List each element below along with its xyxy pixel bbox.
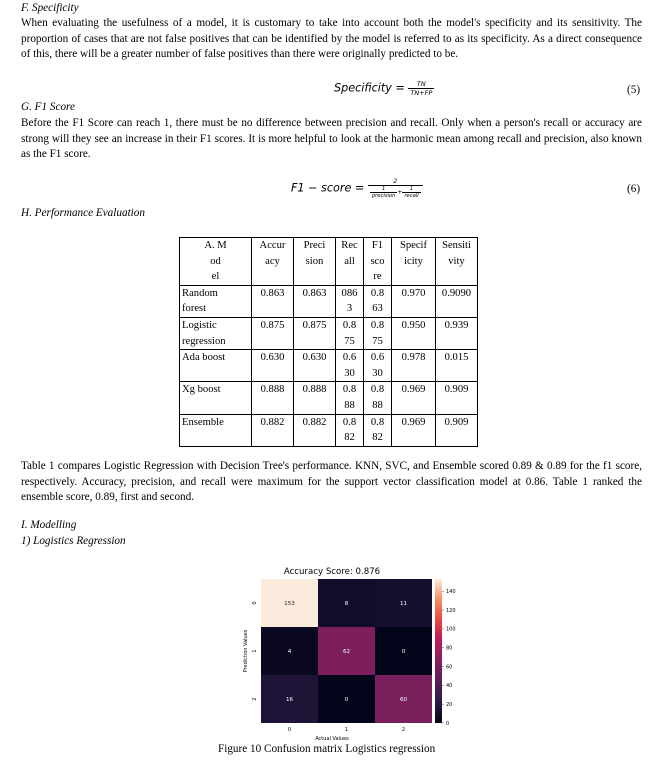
table-cell [392,414,436,446]
confusion-matrix-figure [236,563,468,743]
cell-text: 82 [372,432,383,444]
heatmap-cell-label: 0 [344,697,349,703]
table-cell [392,382,436,414]
cell-text: 0.630 [260,352,285,364]
y-tick-label: 2 [252,697,258,701]
section-g-heading: G. F1 Score [21,101,75,113]
table-cell [364,350,392,382]
cell-text: 0.875 [302,319,327,331]
colorbar-tick-label: 140 [446,589,456,596]
table-cell [252,317,294,349]
table-cell [336,285,364,317]
colorbar-tick-label: 0 [446,720,450,727]
table-row [180,382,478,414]
heatmap-cell-label: 0 [401,649,406,655]
cell-text: 086 [341,287,358,299]
cell-text: 88 [344,399,355,411]
header-text: re [373,271,382,283]
table-cell [392,350,436,382]
header-text: Accur [259,240,286,251]
colorbar-tick-label: 60 [446,664,453,671]
x-tick-label: 2 [401,727,406,733]
equation-number-5: (5) [627,84,641,96]
table-cell [336,350,364,382]
specificity-equation [334,80,434,97]
f1-recall-num: 1 [409,186,414,192]
header-text: icity [404,255,423,267]
cell-text: 0.969 [401,384,426,396]
table-cell [436,317,478,349]
heatmap-cell-label: 8 [344,601,349,607]
table-cell [364,317,392,349]
cell-text: Logistic [182,319,217,331]
cell-text: 0.8 [370,416,385,428]
table-cell [180,285,252,317]
cell-text: 82 [344,432,355,444]
f1-fraction [368,178,423,199]
table-row [180,285,478,317]
colorbar-tick-label: 120 [446,607,456,614]
table-cell [294,382,336,414]
cell-text: Ensemble [182,416,224,428]
table-header-cell [180,238,252,286]
table-cell [294,350,336,382]
header-text: el [211,271,220,283]
table-cell [294,317,336,349]
heatmap-cell-label: 153 [284,601,295,607]
f1-precision-fraction [370,186,398,199]
table-cell [252,382,294,414]
cell-text: 0.970 [401,287,426,299]
y-axis-label: Prediction Values [243,629,249,673]
cell-text: 0.882 [302,416,327,428]
cell-text: 0.8 [370,384,385,396]
table-header-cell [392,238,436,286]
header-text: all [344,255,355,267]
cell-text: 0.863 [302,287,327,299]
f1-precision-num: 1 [381,186,386,192]
cell-text: Ada boost [182,352,226,364]
table-cell [436,414,478,446]
table-cell [180,350,252,382]
heatmap-cell-label: 4 [287,649,292,655]
chart-title: Accuracy Score: 0.876 [283,567,381,577]
y-tick-label: 0 [252,601,258,605]
cell-text: 0.8 [342,384,357,396]
table-cell [364,285,392,317]
specificity-equation-lhs: Specificity = [334,81,405,95]
table-header-cell [364,238,392,286]
section-f-heading: F. Specificity [21,2,79,14]
cell-text: 75 [344,335,355,347]
x-tick-label: 0 [287,727,292,733]
colorbar [435,579,442,723]
header-text: Specif [399,240,428,251]
table-cell [294,414,336,446]
performance-table-wrapper [179,237,478,447]
cell-text: 0.8 [370,319,385,331]
f1-numerator: 2 [393,178,398,185]
cell-text: 0.888 [302,384,327,396]
table-cell [364,414,392,446]
section-h-heading: H. Performance Evaluation [21,207,145,219]
cell-text: 0.8 [342,319,357,331]
f1-denominator [368,185,423,199]
table-cell [364,382,392,414]
equation-number-6: (6) [627,183,641,195]
table-cell [392,285,436,317]
f1-equation-lhs: F1 − score = [291,181,365,195]
heatmap-cell-label: 60 [399,697,408,703]
table-cell [180,317,252,349]
cell-text: 0.8 [370,287,385,299]
table-cell [294,285,336,317]
cell-text: 88 [372,399,383,411]
cell-text: 0.630 [302,352,327,364]
specificity-fraction [408,80,434,97]
colorbar-tick-label: 100 [446,626,456,633]
table-cell [180,414,252,446]
header-text: od [210,255,221,267]
table-header-cell [252,238,294,286]
cell-text: 0.909 [444,384,469,396]
table-cell [436,382,478,414]
figure-caption: Figure 10 Confusion matrix Logistics regression [218,743,436,755]
cell-text: 0.969 [401,416,426,428]
table-cell [436,350,478,382]
table-cell [436,285,478,317]
table-row [180,350,478,382]
cell-text: 0.882 [260,416,285,428]
f1-plus: + [397,189,403,196]
table-row [180,414,478,446]
cell-text: 30 [344,367,355,379]
table-cell [336,414,364,446]
cell-text: 0.950 [401,319,426,331]
table-cell [252,285,294,317]
header-text: Sensiti [442,240,471,251]
cell-text: 63 [372,303,383,315]
cell-text: 0.978 [401,352,426,364]
section-f-paragraph: When evaluating the usefulness of a model, it is customary to take into account both the model's specificity and its sensitivity. The proportion of cases that are not false positives that can be identified by the model is referred to as its specificity. As a direct consequence of this, there will be a greater number of false positives than there were originally predicted to be. [21,17,642,60]
cell-text: 0.888 [260,384,285,396]
y-tick-label: 1 [252,649,258,653]
cell-text: Random [182,287,218,299]
section-h-paragraph: Table 1 compares Logistic Regression with Decision Tree's performance. KNN, SVC, and Ensemble scored 0.89 & 0.89 for the f1 score, respectively. Accuracy, precision, and recall were maximum for the support vector classification model at 0.86. Table 1 ranked the ensemble score, 0.89, first and second. [21,460,642,503]
table-cell [252,414,294,446]
header-text: F1 [371,240,384,251]
table-cell [336,382,364,414]
cell-text: 0.875 [260,319,285,331]
table-header-cell [436,238,478,286]
heatmap-cell-label: 11 [399,601,408,607]
cell-text: regression [182,335,226,347]
header-text: sion [305,255,324,267]
heatmap-cell-label: 62 [342,649,351,655]
header-text: vity [448,255,465,267]
table-cell [252,350,294,382]
performance-table [179,237,478,447]
f1-precision-den: precision [371,193,396,199]
cell-text: forest [182,303,207,315]
cell-text: 3 [346,303,353,315]
specificity-numerator: TN [416,80,426,88]
table-header-cell [336,238,364,286]
f1-equation [291,178,423,199]
table-header-row [180,238,478,286]
x-tick-label: 1 [344,727,349,733]
cell-text: 75 [372,335,383,347]
f1-recall-den: recall [404,193,419,199]
colorbar-tick-label: 20 [446,701,453,708]
cell-text: Xg boost [182,384,221,396]
section-i-heading: I. Modelling [21,519,77,531]
x-axis-label: Actual Values [315,736,349,742]
colorbar-tick-label: 80 [446,645,453,652]
table-cell [180,382,252,414]
f1-recall-fraction [402,186,420,199]
heatmap-cell-label: 16 [285,697,294,703]
cell-text: 0.939 [444,319,469,331]
header-text: Preci [303,240,326,251]
colorbar-tick-label: 40 [446,683,453,690]
cell-text: 0.6 [370,352,385,364]
specificity-denominator: TN+FP [410,89,433,97]
section-i1-subheading: 1) Logistics Regression [21,535,126,547]
cell-text: 0.6 [342,352,357,364]
cell-text: 0.9090 [441,287,472,299]
header-text: Rec [341,240,358,251]
header-text: A. M [204,240,227,251]
header-text: sco [370,255,385,267]
section-g-paragraph: Before the F1 Score can reach 1, there must be no difference between precision and recall. Only when a person's recall or accuracy are strong will they see an increase in their F1 scores. It is more helpful to look at the harmonic mean among recall and precision, also known as the F1 score. [21,117,642,160]
confusion-matrix-chart [236,563,468,743]
table-header-cell [294,238,336,286]
table-cell [392,317,436,349]
cell-text: 0.015 [444,352,469,364]
cell-text: 0.909 [444,416,469,428]
table-row [180,317,478,349]
table-cell [336,317,364,349]
cell-text: 0.863 [260,287,285,299]
header-text: acy [265,255,280,267]
cell-text: 30 [372,367,383,379]
cell-text: 0.8 [342,416,357,428]
